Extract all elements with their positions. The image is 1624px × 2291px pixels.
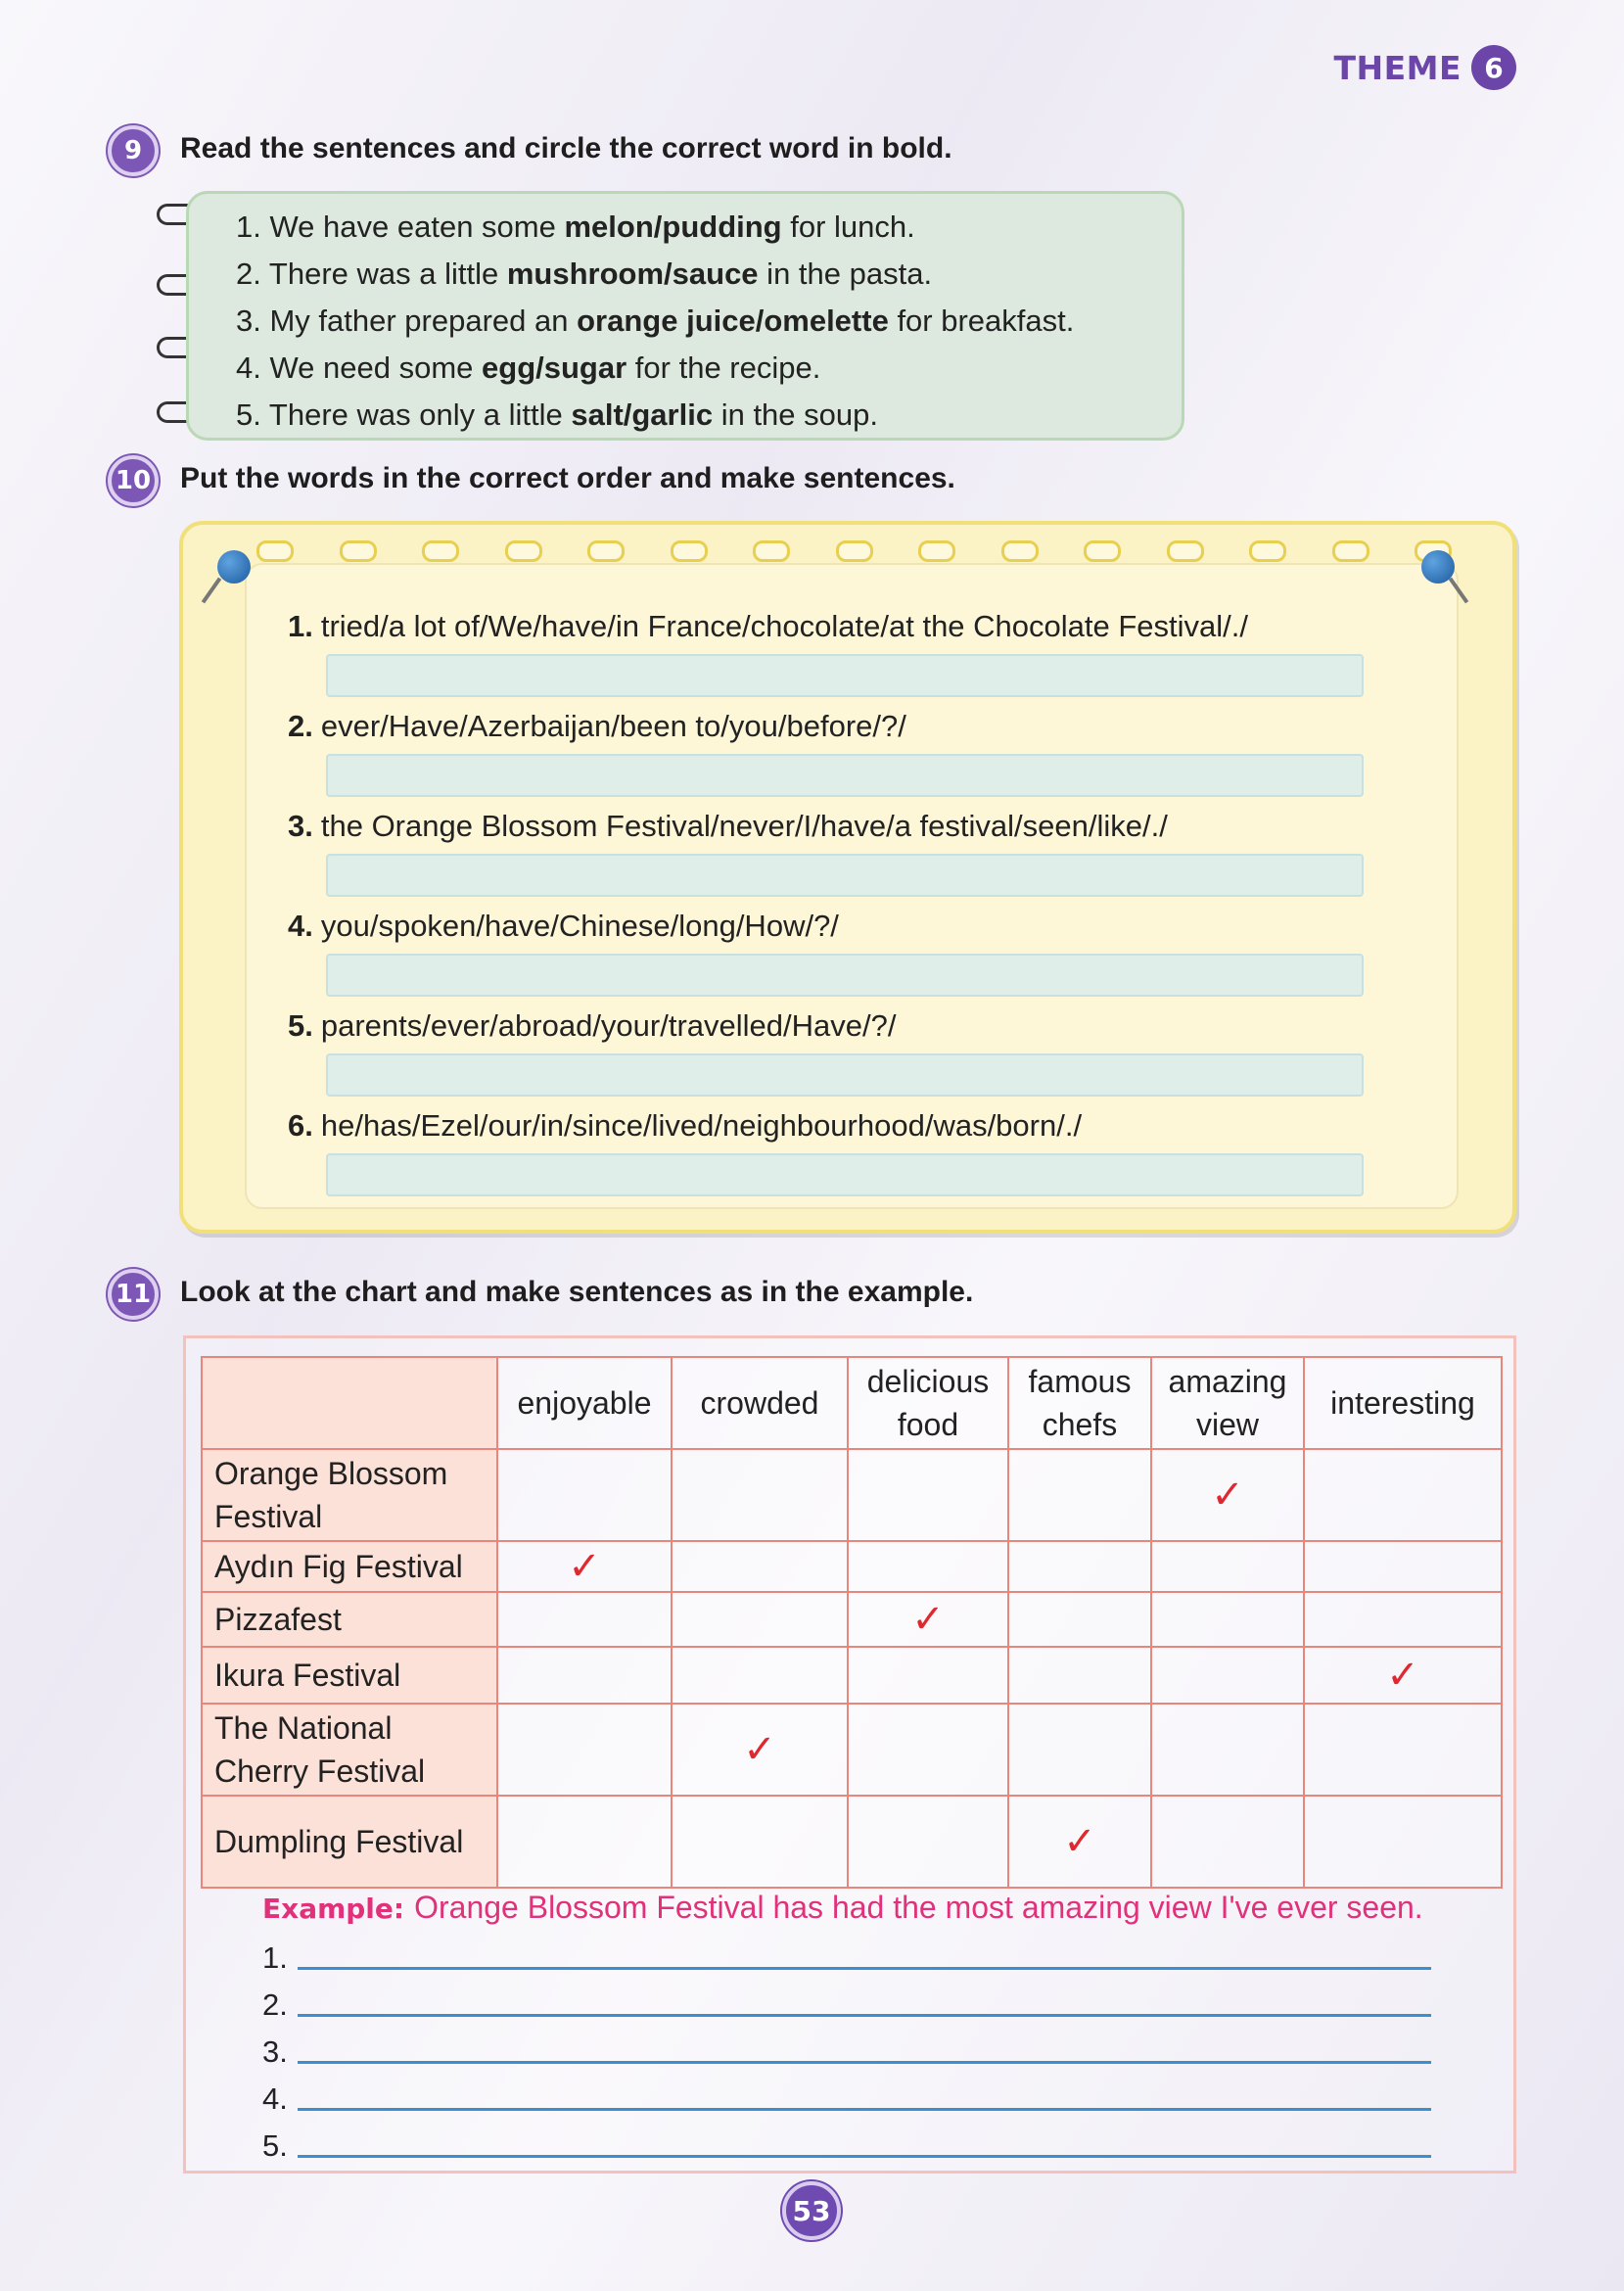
answer-field[interactable]: [326, 954, 1364, 997]
chart-cell: [1151, 1449, 1304, 1541]
notepad-hole: [1167, 540, 1204, 562]
answer-line[interactable]: [262, 1987, 1431, 2023]
chart-cell: [497, 1541, 672, 1592]
column-label: famous: [1028, 1364, 1132, 1399]
example-text: Orange Blossom Festival has had the most amazing view I've ever seen.: [414, 1890, 1423, 1925]
exercise-10-title: Put the words in the correct order and make sentences.: [180, 462, 955, 494]
item-number: 2.: [288, 709, 313, 743]
column-label: enjoyable: [517, 1385, 652, 1421]
chart-cell: [1151, 1541, 1304, 1592]
sentence-text: for lunch.: [781, 210, 915, 244]
chart-column-header: [1008, 1357, 1151, 1449]
chart-cell: [1304, 1541, 1502, 1592]
item-number: 1.: [288, 609, 313, 643]
column-label: food: [897, 1407, 959, 1442]
column-label: view: [1195, 1407, 1259, 1442]
sentence-text: We need some: [269, 351, 483, 385]
chart-cell: [672, 1796, 848, 1888]
sentence-text: We have eaten some: [269, 210, 565, 244]
chart-column-header: [1304, 1357, 1502, 1449]
notepad-hole: [836, 540, 873, 562]
scrambled-words: he/has/Ezel/our/in/since/lived/neighbourhood/was/born/./: [320, 1108, 1083, 1143]
chart-row-header: [202, 1796, 497, 1888]
word-choice: egg/sugar: [482, 351, 627, 385]
exercise-10-badge: 10: [108, 455, 159, 506]
word-choice: melon/pudding: [564, 210, 782, 244]
notepad-hole: [1001, 540, 1039, 562]
row-label: Cherry Festival: [214, 1753, 426, 1789]
check-mark-icon: ✓: [1211, 1473, 1244, 1517]
column-label: interesting: [1330, 1385, 1475, 1421]
chart-column-header: [672, 1357, 848, 1449]
chart-cell: [497, 1647, 672, 1704]
check-mark-icon: ✓: [1063, 1820, 1096, 1863]
word-choice: salt/garlic: [571, 397, 714, 432]
example-sentence: [262, 1890, 1423, 1926]
chart-cell: [1008, 1541, 1151, 1592]
check-mark-icon: ✓: [911, 1598, 945, 1641]
answer-field[interactable]: [326, 754, 1364, 797]
chart-cell: [672, 1647, 848, 1704]
sentence-text: for the recipe.: [626, 351, 821, 385]
word-choice: orange juice/omelette: [577, 304, 889, 338]
sentence-text: for breakfast.: [888, 304, 1075, 338]
chart-row-header: [202, 1449, 497, 1541]
example-label: Example:: [262, 1893, 405, 1925]
scrambled-sentence: [288, 609, 1248, 644]
row-label: The National: [214, 1710, 393, 1746]
write-line[interactable]: [298, 2014, 1431, 2017]
theme-label: THEME: [1333, 48, 1462, 87]
scrambled-words: you/spoken/have/Chinese/long/How/?/: [320, 909, 839, 943]
item-number: 3.: [288, 809, 313, 843]
column-label: crowded: [700, 1385, 819, 1421]
column-label: amazing: [1168, 1364, 1287, 1399]
notepad-hole: [753, 540, 790, 562]
chart-cell: [497, 1449, 672, 1541]
notepad-hole: [1084, 540, 1121, 562]
chart-cell: [848, 1449, 1008, 1541]
theme-tag: [1333, 45, 1516, 90]
item-number: 4.: [236, 351, 261, 385]
sentence-text: My father prepared an: [269, 304, 578, 338]
chart-cell: [672, 1541, 848, 1592]
line-number: 2.: [262, 1987, 288, 2022]
chart-row-header: [202, 1592, 497, 1647]
answer-field[interactable]: [326, 854, 1364, 897]
write-line[interactable]: [298, 2155, 1431, 2158]
chart-cell: [1304, 1647, 1502, 1704]
chart-row: [202, 1704, 1502, 1796]
scrambled-words: the Orange Blossom Festival/never/I/have/a festival/seen/like/./: [320, 809, 1168, 843]
chart-row: [202, 1796, 1502, 1888]
chart-cell: [672, 1704, 848, 1796]
chart-cell: [1151, 1647, 1304, 1704]
chart-cell: [1008, 1796, 1151, 1888]
chart-cell: [1008, 1704, 1151, 1796]
page-number-badge: 53: [782, 2181, 841, 2240]
chart-cell: [1304, 1449, 1502, 1541]
chart-row-header: [202, 1704, 497, 1796]
chart-row: [202, 1541, 1502, 1592]
exercise-9-list: [236, 204, 1182, 439]
answer-field[interactable]: [326, 654, 1364, 697]
chart-cell: [672, 1449, 848, 1541]
sentence-text: in the soup.: [713, 397, 878, 432]
chart-cell: [1151, 1704, 1304, 1796]
chart-row: [202, 1592, 1502, 1647]
notepad-hole: [918, 540, 955, 562]
sentence-text: There was only a little: [268, 397, 572, 432]
chart-cell: [1304, 1796, 1502, 1888]
exercise-9-card: [186, 191, 1184, 441]
column-label: delicious: [866, 1364, 990, 1399]
column-label: chefs: [1042, 1407, 1118, 1442]
item-number: 3.: [236, 304, 261, 338]
line-number: 1.: [262, 1940, 288, 1975]
sentence-text: There was a little: [268, 257, 507, 291]
scrambled-words: parents/ever/abroad/your/travelled/Have/?/: [320, 1008, 897, 1043]
answer-line[interactable]: [262, 1940, 1431, 1976]
exercise-9-title: Read the sentences and circle the correct word in bold.: [180, 132, 952, 164]
chart-cell: [1008, 1647, 1151, 1704]
answer-field[interactable]: [326, 1053, 1364, 1097]
answer-line[interactable]: [262, 2081, 1431, 2117]
exercise-11-title: Look at the chart and make sentences as in the example.: [180, 1276, 974, 1308]
item-number: 6.: [288, 1108, 313, 1143]
write-line[interactable]: [298, 2108, 1431, 2111]
row-label: Pizzafest: [214, 1602, 342, 1637]
notepad-hole: [340, 540, 377, 562]
write-line[interactable]: [298, 2061, 1431, 2064]
row-label: Festival: [214, 1499, 323, 1534]
row-label: Aydın Fig Festival: [214, 1549, 463, 1584]
sentence-text: in the pasta.: [758, 257, 933, 291]
scrambled-sentence: [288, 709, 906, 744]
answer-field[interactable]: [326, 1153, 1364, 1196]
chart-row-header: [202, 1647, 497, 1704]
sentence-item: [236, 392, 1182, 439]
item-number: 4.: [288, 909, 313, 943]
sentence-item: [236, 204, 1182, 251]
chart-cell: [497, 1704, 672, 1796]
item-number: 2.: [236, 257, 261, 291]
scrambled-words: tried/a lot of/We/have/in France/chocolate/at the Chocolate Festival/./: [320, 609, 1249, 643]
sentence-item: [236, 298, 1182, 345]
push-pin-icon: [1421, 550, 1455, 584]
chart-cell: [848, 1541, 1008, 1592]
word-choice: mushroom/sauce: [506, 257, 759, 291]
scrambled-sentence: [288, 1008, 896, 1044]
row-label: Ikura Festival: [214, 1658, 401, 1693]
item-number: 1.: [236, 210, 261, 244]
item-number: 5.: [288, 1008, 313, 1043]
notepad-hole: [256, 540, 294, 562]
notepad-hole: [1249, 540, 1286, 562]
chart-cell: [1008, 1449, 1151, 1541]
chart-cell: [848, 1592, 1008, 1647]
scrambled-sentence: [288, 1108, 1082, 1144]
festival-chart-table: [201, 1356, 1503, 1889]
scrambled-words: ever/Have/Azerbaijan/been to/you/before/?/: [320, 709, 906, 743]
notepad-hole: [422, 540, 459, 562]
line-number: 3.: [262, 2034, 288, 2069]
theme-number-badge: 6: [1471, 45, 1516, 90]
push-pin-icon: [217, 550, 251, 584]
chart-cell: [848, 1647, 1008, 1704]
chart-cell: [497, 1592, 672, 1647]
line-number: 5.: [262, 2128, 288, 2163]
chart-row: [202, 1647, 1502, 1704]
answer-line[interactable]: [262, 2128, 1431, 2164]
chart-cell: [848, 1704, 1008, 1796]
chart-cell: [1008, 1592, 1151, 1647]
chart-header-row: [202, 1357, 1502, 1449]
chart-row-header: [202, 1541, 497, 1592]
scrambled-sentence: [288, 809, 1168, 844]
check-mark-icon: ✓: [743, 1728, 776, 1771]
line-number: 4.: [262, 2081, 288, 2116]
answer-line[interactable]: [262, 2034, 1431, 2070]
check-mark-icon: ✓: [1386, 1654, 1419, 1697]
check-mark-icon: ✓: [568, 1545, 601, 1588]
exercise-11-badge: 11: [108, 1269, 159, 1320]
chart-cell: [848, 1796, 1008, 1888]
exercise-9-badge: 9: [108, 125, 159, 176]
row-label: Dumpling Festival: [214, 1824, 464, 1859]
chart-cell: [1151, 1796, 1304, 1888]
chart-column-header: [497, 1357, 672, 1449]
row-label: Orange Blossom: [214, 1456, 448, 1491]
scrambled-sentence: [288, 909, 839, 944]
chart-row: [202, 1449, 1502, 1541]
notepad-hole: [1332, 540, 1369, 562]
chart-column-header: [1151, 1357, 1304, 1449]
sentence-item: [236, 251, 1182, 298]
chart-cell: [1304, 1592, 1502, 1647]
chart-cell: [1304, 1704, 1502, 1796]
notepad-hole: [505, 540, 542, 562]
notepad-hole: [671, 540, 708, 562]
item-number: 5.: [236, 397, 261, 432]
chart-corner-cell: [202, 1357, 497, 1449]
chart-cell: [1151, 1592, 1304, 1647]
chart-column-header: [848, 1357, 1008, 1449]
chart-cell: [672, 1592, 848, 1647]
notepad-hole: [587, 540, 625, 562]
sentence-item: [236, 345, 1182, 392]
write-line[interactable]: [298, 1967, 1431, 1970]
chart-cell: [497, 1796, 672, 1888]
